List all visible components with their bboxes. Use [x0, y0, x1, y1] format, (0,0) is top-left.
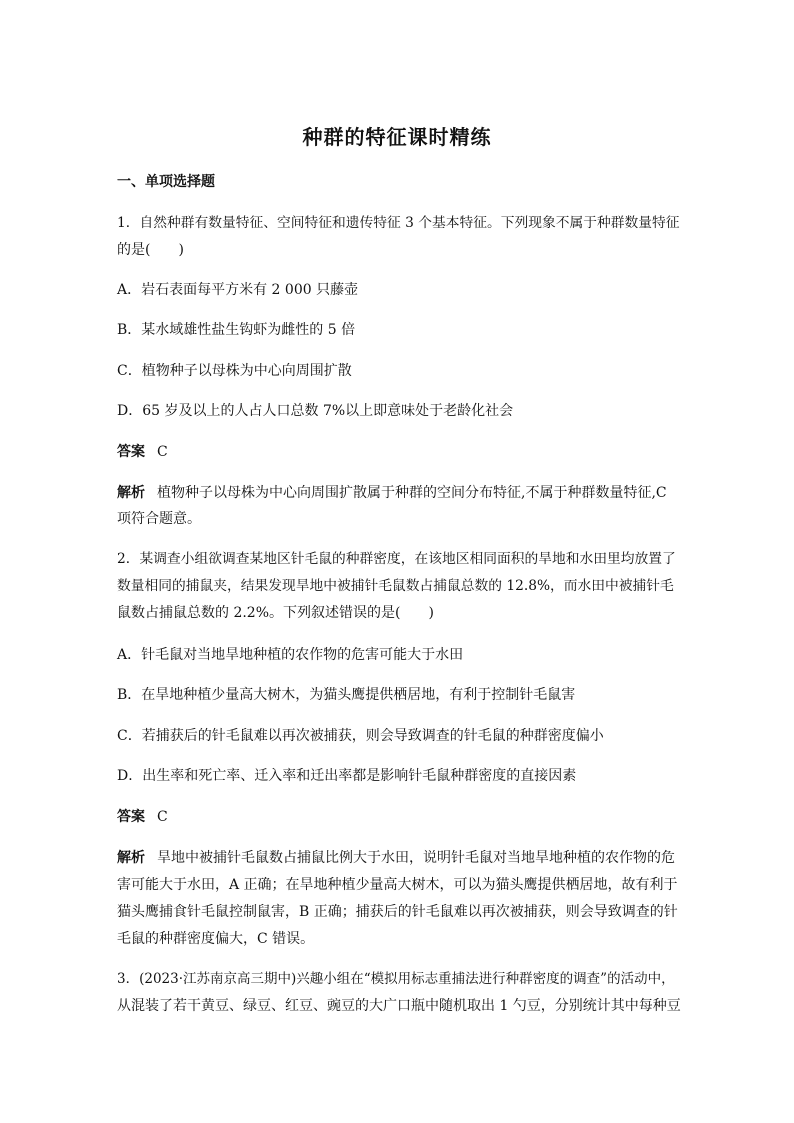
q3-stem-line-2: 从混装了若干黄豆、绿豆、红豆、豌豆的大广口瓶中随机取出 1 勺豆，分别统计其中每种豆	[117, 998, 681, 1014]
q2-answer	[117, 807, 683, 827]
answer-value: C	[157, 444, 168, 460]
analysis-text: 旱地中被捕针毛鼠数占捕鼠比例大于水田，说明针毛鼠对当地旱地种植的农作物的危	[157, 850, 675, 866]
analysis-text: 植物种子以母株为中心向周围扩散属于种群的空间分布特征,不属于种群数量特征,C	[157, 485, 667, 501]
q1-stem-line-2: 的是( )	[117, 242, 184, 258]
q2-option-c: C．若捕获后的针毛鼠难以再次被捕获，则会导致调查的针毛鼠的种群密度偏小	[117, 728, 604, 744]
analysis-label: 解析	[117, 485, 145, 501]
q1-stem-line-1: 1．自然种群有数量特征、空间特征和遗传特征 3 个基本特征。下列现象不属于种群数量特征	[117, 215, 680, 231]
q1-analysis-line-2: 项符合题意。	[117, 511, 201, 527]
q1-option-b: B．某水域雄性盐生钩虾为雌性的 5 倍	[117, 322, 356, 338]
q1-answer	[117, 442, 683, 462]
q2-analysis-line-2: 害可能大于水田，A 正确；在旱地种植少量高大树木，可以为猫头鹰提供栖居地，故有利于	[117, 877, 678, 893]
q2-stem-line-3: 鼠数占捕鼠总数的 2.2%。下列叙述错误的是( )	[117, 605, 434, 621]
answer-label: 答案	[117, 444, 145, 460]
q2-stem-line-1: 2．某调查小组欲调查某地区针毛鼠的种群密度，在该地区相同面积的旱地和水田里均放置了	[117, 551, 676, 567]
q1-option-a: A．岩石表面每平方米有 2 000 只藤壶	[117, 282, 359, 298]
page-title: 种群的特征课时精练	[302, 125, 492, 149]
q2-analysis-line-3: 猫头鹰捕食针毛鼠控制鼠害，B 正确；捕获后的针毛鼠难以再次被捕获，则会导致调查的针	[117, 904, 678, 920]
q1-option-c: C．植物种子以母株为中心向周围扩散	[117, 363, 352, 379]
answer-value: C	[157, 809, 168, 825]
section-heading: 一、单项选择题	[117, 174, 215, 190]
q2-option-d: D．出生率和死亡率、迁入率和迁出率都是影响针毛鼠种群密度的直接因素	[117, 768, 577, 784]
q1-analysis-line-1	[117, 483, 683, 503]
answer-label: 答案	[117, 809, 145, 825]
q3-stem-line-1: 3．(2023·江苏南京高三期中)兴趣小组在“模拟用标志重捕法进行种群密度的调查”的活动中，	[117, 971, 675, 987]
q2-analysis-line-4: 毛鼠的种群密度偏大，C 错误。	[117, 931, 315, 947]
q2-option-a: A．针毛鼠对当地旱地种植的农作物的危害可能大于水田	[117, 647, 464, 663]
q2-stem-line-2: 数量相同的捕鼠夹，结果发现旱地中被捕针毛鼠数占捕鼠总数的 12.8%，而水田中被捕针毛	[117, 578, 674, 594]
analysis-label: 解析	[117, 850, 145, 866]
q2-option-b: B．在旱地种植少量高大树木，为猫头鹰提供栖居地，有利于控制针毛鼠害	[117, 687, 576, 703]
q2-analysis-line-1	[117, 848, 683, 868]
q1-option-d: D．65 岁及以上的人占人口总数 7%以上即意味处于老龄化社会	[117, 403, 514, 419]
